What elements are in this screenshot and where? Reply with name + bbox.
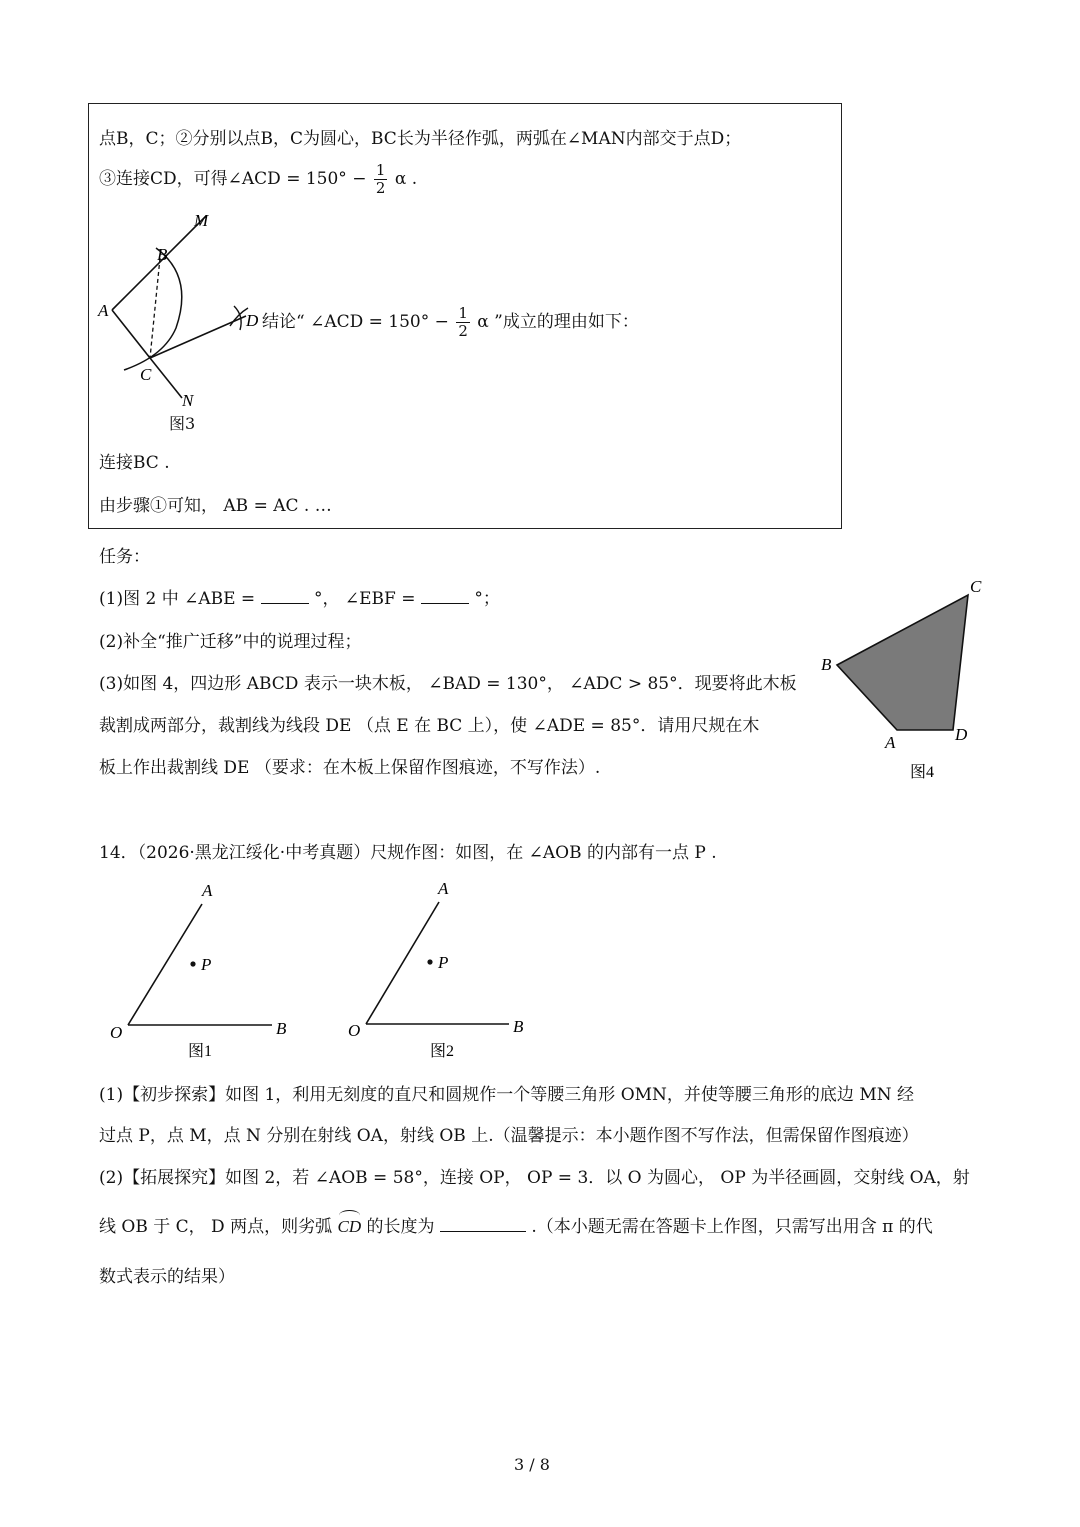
conclusion-end: α ”成立的理由如下：: [477, 312, 639, 332]
label-c: C: [140, 365, 152, 384]
q14-part-1-line-2: 过点 P，点 M，点 N 分别在射线 OA，射线 OB 上.（温馨提示：本小题作图不写作法，但需保留作图痕迹）: [99, 1126, 919, 1146]
task-3-line-3: 板上作出裁割线 DE （要求：在木板上保留作图痕迹，不写作法）.: [99, 758, 601, 778]
fig2-label-b: B: [513, 1017, 524, 1036]
fraction-denominator: 2: [375, 179, 386, 197]
fig1-caption: 图1: [188, 1043, 213, 1060]
q14-part-2-line-2-b: 的长度为: [366, 1217, 435, 1237]
q14-part-2-line-3: 数式表示的结果）: [99, 1267, 235, 1287]
label-b: B: [157, 245, 168, 264]
fig4-label-d: D: [955, 725, 968, 744]
fig1-label-a: A: [202, 881, 213, 900]
q14-part-1-line-1: (1)【初步探索】如图 1，利用无刻度的直尺和圆规作一个等腰三角形 OMN，并使等腰三角形的底边 MN 经: [99, 1085, 915, 1105]
box-line-2: [99, 162, 417, 197]
fraction-numerator: 1: [375, 161, 386, 179]
conclusion-fraction: [456, 305, 470, 340]
box-line-2-text: ③连接CD，可得∠ACD = 150° −: [99, 169, 367, 189]
task-1: [99, 584, 500, 609]
tasks-heading: 任务：: [99, 547, 150, 567]
q14-part-2-line-2: [99, 1212, 933, 1237]
fig2-point-p: [427, 959, 432, 964]
ray-cn: [150, 358, 182, 398]
segment-bc-dashed: [150, 258, 160, 358]
fig4-label-c: C: [970, 577, 982, 596]
fig2-label-o: O: [348, 1021, 361, 1040]
quadrilateral-abcd: [837, 595, 968, 730]
segment-cd: [150, 316, 246, 358]
fig2-caption: 图2: [430, 1043, 455, 1060]
q14-part-2-line-2-c: .（本小题无需在答题卡上作图，只需写出用含 π 的代: [531, 1217, 933, 1237]
task-3-line-2: 裁割成两部分，裁割线为线段 DE （点 E 在 BC 上），使 ∠ADE = 85°．请用尺规在木: [99, 716, 760, 736]
figure-4: [815, 572, 985, 787]
task-1-part-b: °， ∠EBF =: [314, 589, 416, 609]
label-m: M: [194, 211, 209, 230]
segment-ac: [112, 310, 150, 358]
box-line-1: 点B，C；②分别以点B，C为圆心，BC长为半径作弧，两弧在∠MAN内部交于点D；: [99, 129, 742, 149]
fig1-label-p: P: [201, 955, 212, 974]
by-step-one: 由步骤①可知， AB = AC . …: [99, 496, 332, 516]
label-d: D: [246, 311, 259, 330]
task-3-line-1: (3)如图 4，四边形 ABCD 表示一块木板， ∠BAD = 130°， ∠ADC > 85°．现要将此木板: [99, 674, 797, 694]
page-number: 3 / 8: [514, 1455, 550, 1474]
q14-header: 14．（2026·黑龙江绥化·中考真题）尺规作图：如图，在 ∠AOB 的内部有一点 P .: [99, 843, 717, 863]
fraction-half: [374, 162, 388, 197]
task-2: (2)补全“推广迁移”中的说理过程；: [99, 632, 362, 652]
q14-figure-1: [104, 872, 304, 1067]
figure-3: [94, 206, 274, 421]
conclusion-fraction-numerator: 1: [458, 304, 468, 322]
box-line-2-end: α .: [394, 169, 418, 189]
q14-part-2-line-1: (2)【拓展探究】如图 2，若 ∠AOB = 58°，连接 OP， OP = 3．以 O 为圆心， OP 为半径画圆，交射线 OA，射: [99, 1168, 970, 1188]
label-a: A: [98, 301, 109, 320]
q14-part-2-line-2-a: 线 OB 于 C， D 两点，则劣弧: [99, 1217, 333, 1237]
figure-3-caption-text: 图3: [169, 414, 196, 433]
answer-blank-abe[interactable]: [261, 589, 309, 604]
task-1-part-a: (1)图 2 中 ∠ABE =: [99, 589, 256, 609]
conclusion-line: [262, 305, 639, 340]
answer-blank-ebf[interactable]: [421, 589, 469, 604]
fig1-label-o: O: [110, 1023, 123, 1042]
fig4-label-b: B: [821, 655, 832, 674]
task-1-part-c: °；: [474, 589, 500, 609]
arc-bc: [124, 248, 182, 370]
q14-figure-2: [344, 872, 544, 1067]
answer-blank-arc-length[interactable]: [440, 1217, 526, 1232]
fig1-point-p: [190, 961, 195, 966]
connect-bc: 连接BC .: [99, 453, 170, 473]
label-n: N: [182, 391, 194, 410]
conclusion-text: 结论“ ∠ACD = 150° −: [262, 312, 449, 332]
fig2-label-p: P: [438, 953, 449, 972]
minor-arc-cd: CD: [337, 1217, 362, 1236]
figure-4-caption: 图4: [910, 764, 935, 781]
fig2-label-a: A: [438, 879, 449, 898]
conclusion-fraction-denominator: 2: [458, 322, 468, 340]
fig4-label-a: A: [885, 733, 896, 752]
arc-mark-1: [234, 306, 241, 330]
fig1-label-b: B: [276, 1019, 287, 1038]
